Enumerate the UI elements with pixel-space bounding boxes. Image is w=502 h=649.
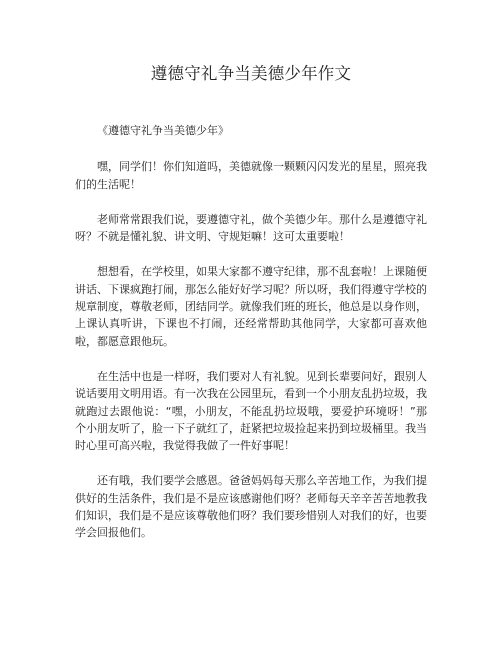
paragraph-4: 在生活中也是一样呀，我们要对人有礼貌。见到长辈要问好，跟别人说话要用文明用语。有一次我在公园里玩，看到一个小朋友乱扔垃圾，我就跑过去跟他说：“嘿，小朋友，不能乱扔垃圾哦，要爱护环境呀！”那个小朋友听了，脸一下子就红了，赶紧把垃圾捡起来扔到垃圾桶里。我当时心里可高兴啦，我觉得我做了一件好事呢！ bbox=[75, 369, 427, 453]
document-title: 遵德守礼争当美德少年作文 bbox=[150, 64, 352, 83]
paragraph-5: 还有哦，我们要学会感恩。爸爸妈妈每天那么辛苦地工作，为我们提供好的生活条件，我们是不是应该感谢他们呀？老师每天辛辛苦苦地教我们知识，我们是不是应该尊敬他们呀？我们要珍惜别人对我们的好，也要学会回报他们。 bbox=[75, 474, 427, 540]
paragraph-2: 老师常常跟我们说，要遵德守礼，做个美德少年。那什么是遵德守礼呀？不就是懂礼貌、讲文明、守规矩嘛！这可太重要啦！ bbox=[75, 212, 427, 244]
document-body bbox=[75, 122, 427, 560]
paragraph-3: 想想看，在学校里，如果大家都不遵守纪律，那不乱套啦！上课随便讲话、下课疯跑打闹，那怎么能好好学习呢？所以呀，我们得遵守学校的规章制度，尊敬老师，团结同学。就像我们班的班长，他总是以身作则，上课认真听讲，下课也不打闹，还经常帮助其他同学，大家都可喜欢他啦，都愿意跟他玩。 bbox=[75, 265, 427, 348]
paragraph-1: 嘿，同学们！你们知道吗，美德就像一颗颗闪闪发光的星星，照亮我们的生活呢！ bbox=[75, 160, 427, 191]
essay-subtitle: 《遵德守礼争当美德少年》 bbox=[97, 124, 229, 137]
